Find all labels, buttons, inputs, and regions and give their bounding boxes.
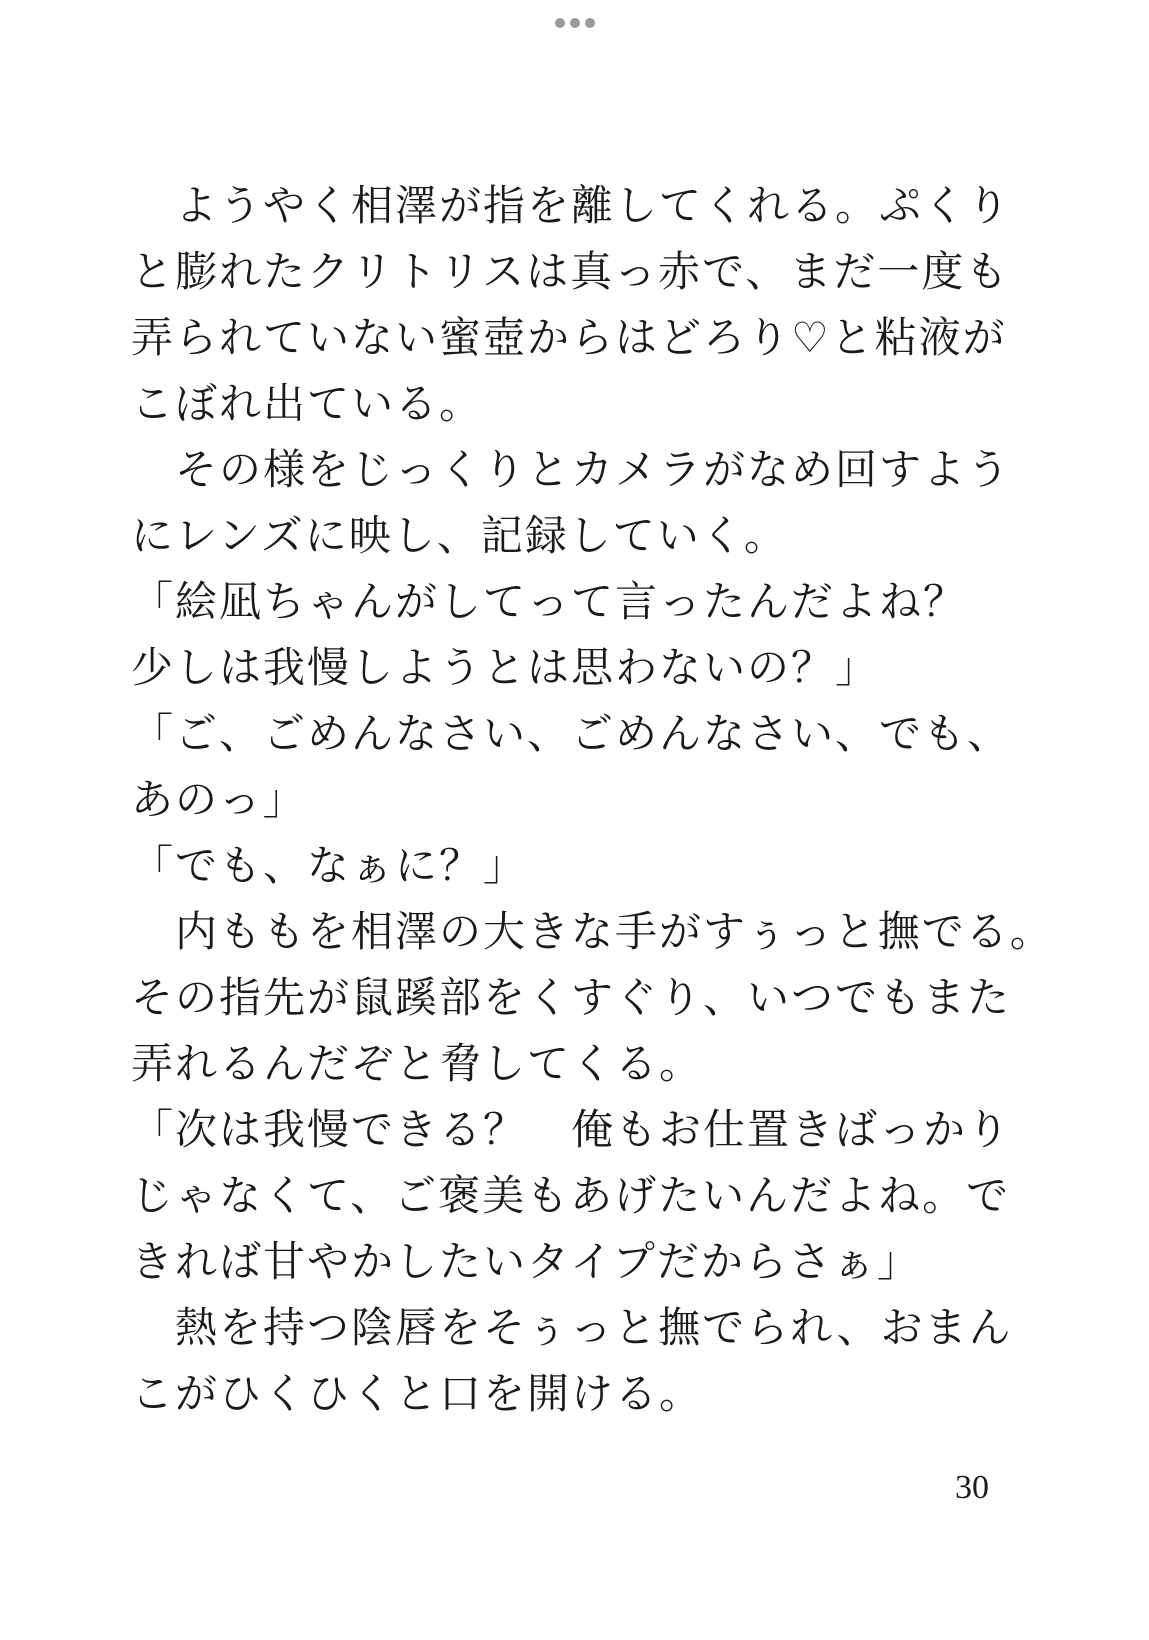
page-number: 30 xyxy=(955,1469,989,1506)
text-line: その指先が鼠蹊部をくすぐり、いつでもまた xyxy=(131,973,1012,1022)
text-line: 少しは我慢しようとは思わないの？」 xyxy=(131,643,880,692)
text-line: ようやく相澤が指を離してくれる。ぷくり xyxy=(131,181,1012,230)
text-line: 「絵凪ちゃんがしてって言ったんだよね？ xyxy=(131,577,968,626)
text-line: と膨れたクリトリスは真っ赤で、まだ一度も xyxy=(131,247,1010,296)
text-line: 熱を持つ陰唇をそぅっと撫でられ、おまん xyxy=(131,1303,1013,1352)
page-body-text xyxy=(131,173,1054,1427)
text-line: 弄れるんだぞと脅してくる。 xyxy=(131,1039,704,1088)
text-line: じゃなくて、ご褒美もあげたいんだよね。で xyxy=(131,1171,1011,1220)
menu-dot xyxy=(555,18,565,28)
text-line: 「でも、なぁに？」 xyxy=(131,841,528,890)
text-line: あのっ」 xyxy=(131,775,307,824)
text-line: 「次は我慢できる？ 俺もお仕置きばっかり xyxy=(131,1105,1012,1154)
text-line: 内ももを相澤の大きな手がすぅっと撫でる。 xyxy=(131,907,1054,956)
text-line: こぼれ出ている。 xyxy=(131,379,484,428)
text-line: こがひくひくと口を開ける。 xyxy=(131,1369,704,1418)
text-line: にレンズに映し、記録していく。 xyxy=(131,511,788,560)
text-line: その様をじっくりとカメラがなめ回すよう xyxy=(131,445,1012,494)
text-line: 「ご、ごめんなさい、ごめんなさい、でも、 xyxy=(131,709,1012,758)
more-options-icon[interactable] xyxy=(551,16,599,30)
menu-dot xyxy=(570,18,580,28)
menu-dot xyxy=(585,18,595,28)
text-line: きれば甘やかしたいタイプだからさぁ」 xyxy=(131,1237,921,1286)
text-line: 弄られていない蜜壺からはどろり♡と粘液が xyxy=(131,313,1007,362)
